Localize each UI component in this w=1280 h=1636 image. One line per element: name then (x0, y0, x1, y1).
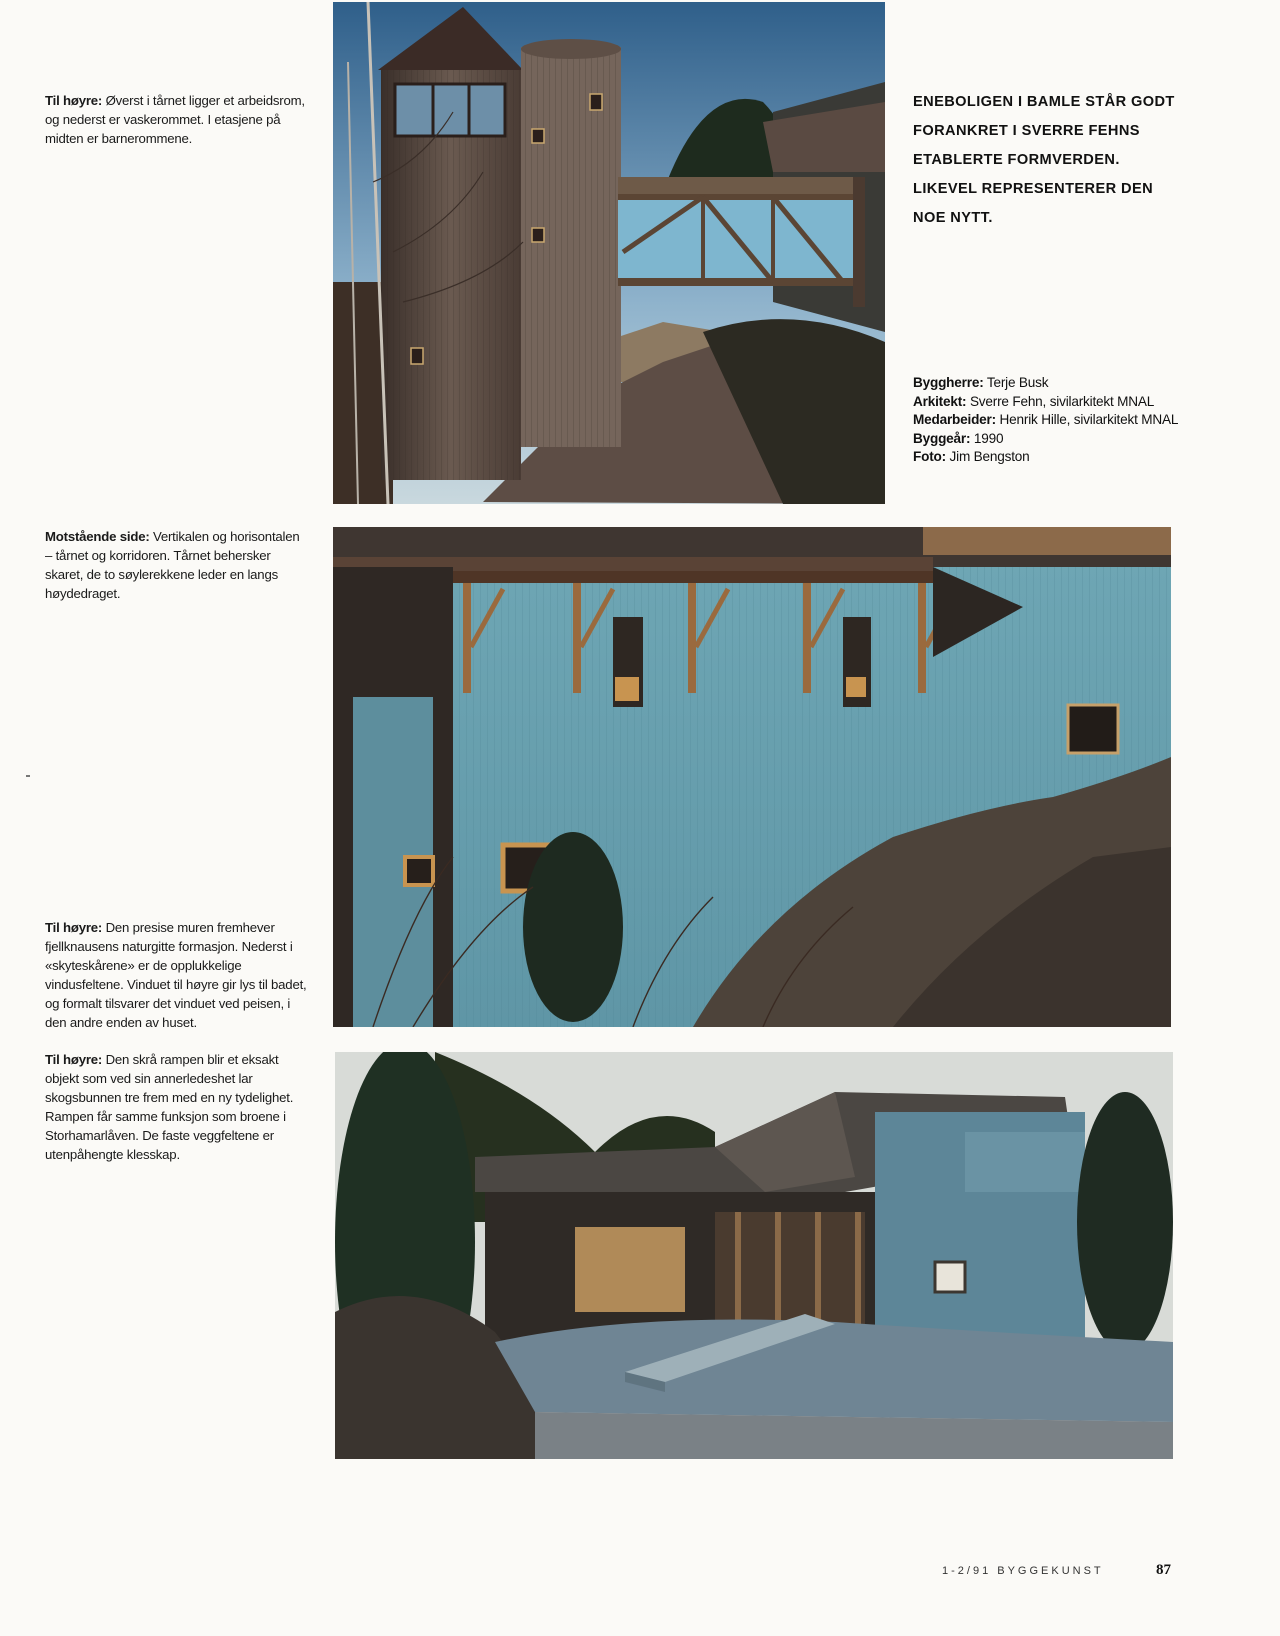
caption-opposite-label: Motstående side: (45, 529, 150, 544)
caption-ramp-text: Den skrå rampen blir et eksakt objekt som ved sin annerledeshet lar skogsbunnen tre frem med en ny tydelighet. Rampen får samme funksjon som broene i Storhamarlåven. De faste veggfeltene er utenpåhengte klesskap. (45, 1052, 294, 1162)
credits (913, 374, 1193, 467)
photo-tower (333, 2, 885, 504)
credit-row (913, 430, 1193, 449)
caption-wall (45, 918, 310, 1032)
caption-wall-text: Den presise muren fremhever fjellknausens naturgitte formasjon. Nederst i «skyteskårene» er de opplukkelige vindusfeltene. Vinduet til høyre gir lys til badet, og formalt tilsvarer det vinduet ved peisen, i den andre enden av huset. (45, 920, 307, 1030)
credit-value: 1990 (973, 430, 1004, 446)
caption-wall-label: Til høyre: (45, 920, 103, 935)
credit-label: Byggeår: (913, 430, 971, 446)
credit-value: Jim Bengston (949, 449, 1030, 465)
caption-opposite (45, 527, 310, 603)
credit-value: Henrik Hille, sivilarkitekt MNAL (999, 412, 1179, 428)
credit-row (913, 374, 1193, 393)
caption-ramp (45, 1050, 310, 1164)
photo-wall (333, 527, 1171, 1027)
credit-label: Foto: (913, 449, 946, 465)
credit-row (913, 448, 1193, 467)
photo-ramp (335, 1052, 1173, 1459)
caption-ramp-label: Til høyre: (45, 1052, 103, 1067)
credit-label: Byggherre: (913, 375, 984, 390)
issue-footer: 1-2/91 BYGGEKUNST (942, 1565, 1104, 1577)
credit-label: Arkitekt: (913, 393, 967, 409)
caption-tower-text: Øverst i tårnet ligger et arbeidsrom, og nederst er vaskerommet. I etasjene på midten er barnerommene. (45, 93, 305, 146)
credit-label: Medarbeider: (913, 412, 996, 428)
caption-tower-label: Til høyre: (45, 93, 103, 108)
credit-value: Sverre Fehn, sivilarkitekt MNAL (969, 393, 1155, 409)
stray-mark (26, 775, 30, 777)
headline: ENEBOLIGEN I BAMLE STÅR GODT FORANKRET I SVERRE FEHNS ETABLERTE FORMVERDEN. LIKEVEL REPRESENTERER DEN NOE NYTT. (913, 94, 1175, 226)
credit-value: Terje Busk (986, 375, 1049, 390)
credit-row (913, 411, 1193, 430)
credit-row (913, 393, 1193, 412)
caption-tower (45, 91, 310, 148)
caption-opposite-text: Vertikalen og horisontalen – tårnet og korridoren. Tårnet behersker skaret, de to søylerekkene leder en langs høydedraget. (45, 529, 300, 601)
page-number: 87 (1156, 1562, 1171, 1578)
